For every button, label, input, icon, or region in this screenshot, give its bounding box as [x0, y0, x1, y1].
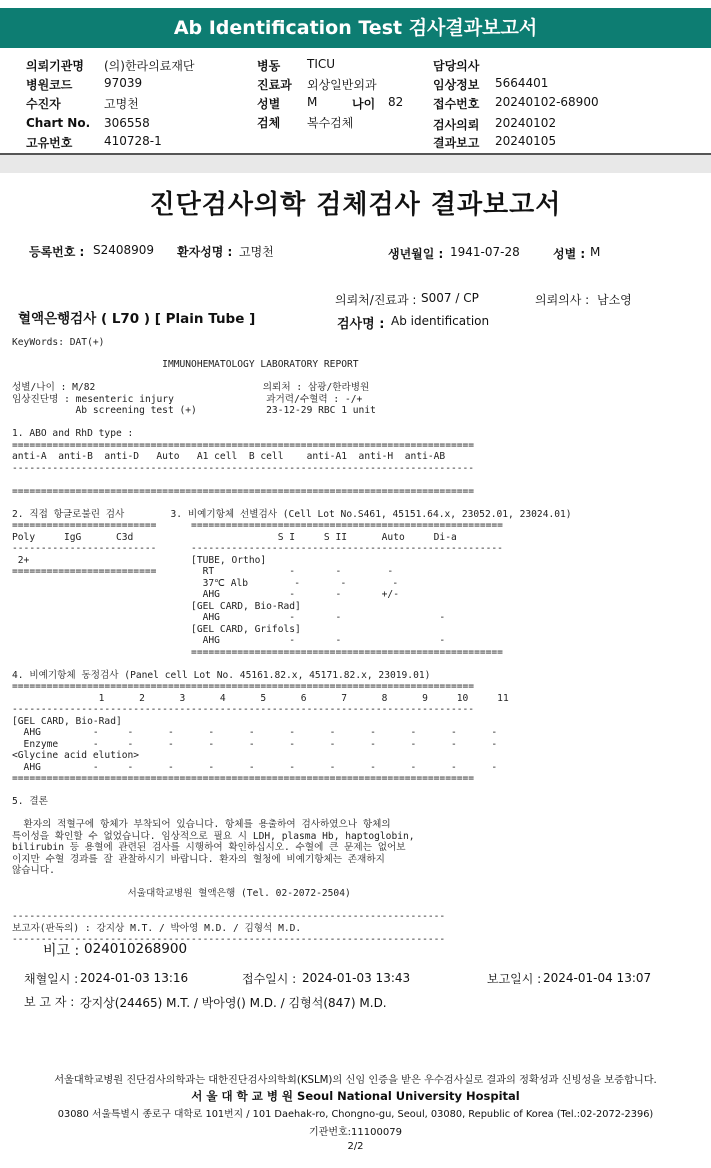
- registration-label: 등록번호 :: [29, 245, 85, 259]
- sex-label: 성별: [257, 97, 281, 111]
- report-time-value: 2024-01-04 13:07: [543, 971, 652, 985]
- report-line: 보고자(판독의) : 강지상 M.T. / 박아영 M.D. / 김형석 M.D.: [12, 922, 302, 934]
- report-line: [12, 417, 572, 429]
- page-number: 2/2: [347, 1141, 364, 1152]
- receipt-no-label: 접수번호: [433, 97, 480, 111]
- note-value: 024010268900: [84, 941, 188, 957]
- doc-sex-label: 성별 :: [553, 247, 586, 261]
- report-line: [12, 474, 572, 486]
- unique-no-value: 410728-1: [104, 134, 162, 148]
- chart-no-label: Chart No.: [26, 116, 91, 130]
- hospital-address: 03080 서울특별시 종로구 대학로 101번지 / 101 Daehak-ro, Chongno-gu, Seoul, 03080, Republic of Korea (Tel.:02-2072-2396): [57, 1109, 654, 1120]
- report-line: 특이성을 확인할 수 없었습니다. 임상적으로 필요 시 LDH, plasma Hb, haptoglobin,: [12, 830, 415, 842]
- patient-label: 수진자: [26, 97, 61, 111]
- test-group: 혈액은행검사 ( L70 ) [ Plain Tube ]: [18, 311, 256, 327]
- request-date-label: 검사의뢰: [433, 118, 480, 132]
- unique-no-label: 고유번호: [26, 136, 73, 150]
- institution-label: 의뢰기관명: [26, 59, 84, 73]
- chart-no-value: 306558: [104, 116, 150, 130]
- hospital-code-value: 97039: [104, 76, 143, 90]
- report-line: [GEL CARD, Bio-Rad]: [12, 600, 301, 612]
- specimen-value: 복수검체: [307, 116, 354, 130]
- report-line: --------------------------------------------------------------------------------: [12, 462, 475, 474]
- report-line: 환자의 적혈구에 항체가 부착되어 있습니다. 항체를 용출하여 검사하였으나 항체의: [12, 819, 391, 830]
- result-date-value: 20240105: [495, 134, 557, 148]
- specimen-label: 검체: [257, 116, 281, 130]
- report-line: 37℃ Alb - - -: [12, 577, 399, 589]
- keywords-line: KeyWords: DAT(+): [12, 337, 105, 348]
- report-line: AHG - - - - - - - - - - -: [12, 727, 498, 738]
- report-line: AHG - - -: [12, 635, 446, 646]
- report-line: AHG - - +/-: [12, 589, 399, 600]
- document-title: 진단검사의학 검체검사 결과보고서: [149, 190, 562, 220]
- age-value: 82: [388, 95, 404, 109]
- report-line: 1. ABO and RhD type :: [12, 428, 134, 439]
- dob-value: 1941-07-28: [450, 245, 520, 259]
- report-line: 2+ [TUBE, Ortho]: [12, 554, 267, 566]
- sex-value: M: [307, 95, 318, 109]
- dept-label: 의뢰처/진료과 :: [335, 293, 417, 307]
- report-line: ------------------------- ------------------------------------------------------: [12, 543, 503, 554]
- test-name-value: Ab identification: [391, 314, 490, 328]
- report-line: ---------------------------------------------------------------------------: [12, 934, 446, 945]
- receipt-no-value: 20240102-68900: [495, 95, 599, 109]
- report-line: ---------------------------------------------------------------------------: [12, 911, 446, 922]
- collection-time-label: 채혈일시 :: [24, 972, 79, 986]
- report-line: Enzyme - - - - - - - - - - -: [12, 738, 498, 750]
- report-line: 4. 비예기항체 동정검사 (Panel cell Lot No. 45161.82.x, 45171.82.x, 23019.01): [12, 669, 431, 681]
- department-label: 진료과: [257, 78, 292, 92]
- clinical-info-label: 임상정보: [433, 78, 480, 92]
- report-line: 않습니다.: [12, 865, 55, 876]
- report-line: [12, 785, 572, 797]
- doctor-in-charge-label: 담당의사: [433, 59, 480, 73]
- patient-name-value: 고명천: [239, 245, 274, 259]
- request-date-value: 20240102: [495, 116, 557, 130]
- institution-value: (의)한라의료재단: [104, 59, 195, 73]
- result-date-label: 결과보고: [433, 136, 480, 150]
- ward-value: TICU: [307, 57, 336, 71]
- clinical-info-value: 5664401: [495, 76, 549, 90]
- report-line: --------------------------------------------------------------------------------: [12, 704, 475, 715]
- report-line: ========================= ======================================================: [12, 520, 503, 531]
- report-line: 5. 결론: [12, 796, 48, 807]
- report-line: bilirubin 등 용혈에 관련된 검사를 시행하여 확인하십시오. 수혈에 큰 문제는 없어보: [12, 842, 406, 853]
- department-value: 외상일반외과: [307, 78, 377, 92]
- patient-value: 고명천: [104, 97, 139, 111]
- report-line: 이지만 수혈 경과를 잘 관찰하시기 바랍니다. 환자의 혈청에 비예기항체는 존재하지: [12, 853, 385, 865]
- report-line: ========================= RT - - -: [12, 566, 394, 577]
- report-line: ================================================================================: [12, 681, 475, 692]
- report-line: [12, 900, 572, 912]
- doc-sex-value: M: [590, 245, 601, 259]
- report-time-label: 보고일시 :: [487, 972, 542, 986]
- note-label: 비고 :: [43, 943, 80, 959]
- header-row-institution: [26, 57, 84, 74]
- report-line: ================================================================================: [12, 773, 475, 784]
- age-label: 나이: [352, 97, 376, 111]
- report-line: AHG - - - - - - - - - - -: [12, 761, 498, 773]
- receipt-time-value: 2024-01-03 13:43: [302, 971, 411, 985]
- report-line: 서울대학교병원 혈액은행 (Tel. 02-2072-2504): [12, 888, 351, 899]
- ordering-doctor-value: 남소영: [597, 293, 632, 307]
- report-line: IMMUNOHEMATOLOGY LABORATORY REPORT: [12, 359, 359, 370]
- receipt-time-label: 접수일시 :: [242, 972, 297, 986]
- report-line: [GEL CARD, Grifols]: [12, 623, 301, 635]
- report-line: ================================================================================: [12, 439, 475, 451]
- dob-label: 생년월일 :: [388, 247, 444, 261]
- report-line: 임상진단명 : mesenteric injury 과거력/수혈력 : -/+: [12, 393, 363, 405]
- report-line: 1 2 3 4 5 6 7 8 9 10 11: [12, 692, 509, 704]
- ward-label: 병동: [257, 59, 281, 73]
- certification-text: 서울대학교병원 진단검사의학과는 대한진단검사의학회(KSLM)의 신임 인증을 받은 우수검사실로 결과의 정확성과 신빙성을 보증합니다.: [54, 1075, 657, 1086]
- reporter-label: 보 고 자 :: [24, 995, 75, 1009]
- collection-time-value: 2024-01-03 13:16: [80, 971, 189, 985]
- ordering-doctor-label: 의뢰의사 :: [535, 293, 590, 307]
- report-line: [12, 808, 572, 820]
- report-line: ======================================================: [12, 646, 503, 658]
- report-line: ================================================================================: [12, 485, 475, 497]
- test-name-label: 검사명 :: [337, 317, 385, 332]
- page-separator: [0, 155, 711, 173]
- registration-value: S2408909: [93, 243, 155, 257]
- report-line: Poly IgG C3d S I S II Auto Di-a: [12, 531, 457, 543]
- report-line: anti-A anti-B anti-D Auto A1 cell B cell anti-A1 anti-H anti-AB: [12, 451, 446, 462]
- report-banner: Ab Identification Test 검사결과보고서: [0, 8, 711, 48]
- report-line: Ab screening test (+) 23-12-29 RBC 1 unit: [12, 405, 376, 416]
- report-line: [12, 658, 572, 670]
- patient-name-label: 환자성명 :: [177, 245, 233, 259]
- report-line: [GEL CARD, Bio-Rad]: [12, 715, 122, 727]
- hospital-name: 서 울 대 학 교 병 원 Seoul National University Hospital: [191, 1089, 520, 1103]
- lab-report-text: [12, 359, 572, 946]
- institution-code: 기관번호:11100079: [309, 1127, 402, 1138]
- hospital-code-label: 병원코드: [26, 78, 73, 92]
- report-line: 2. 직접 항글로불린 검사 3. 비예기항체 선별검사 (Cell Lot No.S461, 45151.64.x, 23052.01, 23024.01): [12, 508, 572, 520]
- reporter-value: 강지상(24465) M.T. / 박아영() M.D. / 김형석(847) M.D.: [80, 996, 387, 1010]
- report-line: 성별/나이 : M/82 의뢰처 : 삼광/한라병원: [12, 382, 370, 393]
- report-line: [12, 371, 572, 383]
- report-line: [12, 877, 572, 889]
- report-line: AHG - - -: [12, 612, 446, 623]
- dept-value: S007 / CP: [421, 291, 479, 305]
- report-line: [12, 497, 572, 509]
- report-line: <Glycine acid elution>: [12, 750, 140, 761]
